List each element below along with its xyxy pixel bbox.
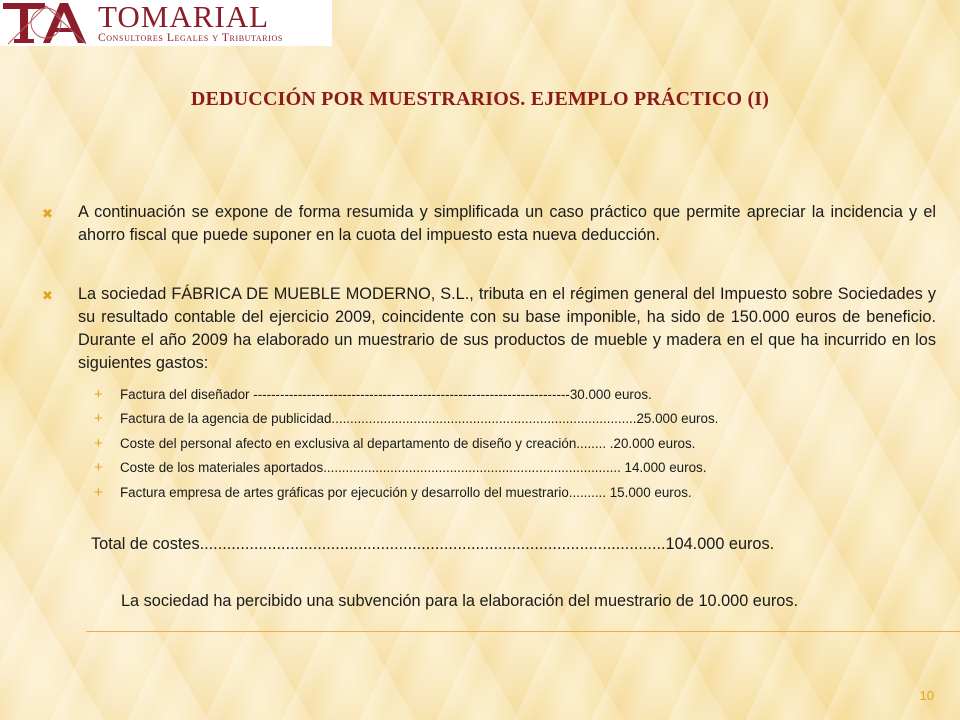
plus-bullet-icon: +	[94, 434, 103, 452]
expense-item	[94, 431, 934, 456]
company-logo	[0, 0, 332, 46]
plus-bullet-icon: +	[94, 385, 103, 403]
expense-item	[94, 382, 934, 407]
page-number: 10	[919, 688, 934, 703]
expense-item	[94, 456, 934, 481]
plus-bullet-icon: +	[94, 483, 103, 501]
logo-name: TOMARIAL	[98, 0, 270, 34]
slide-title: DEDUCCIÓN POR MUESTRARIOS. EJEMPLO PRÁCTICO (I)	[190, 88, 770, 110]
expense-item	[94, 480, 934, 505]
footer-divider	[86, 631, 960, 632]
logo-subtitle: Consultores Legales y Tributarios	[98, 32, 283, 44]
bullet-paragraph	[42, 201, 936, 247]
x-bullet-icon: ✖	[42, 288, 53, 303]
plus-bullet-icon: +	[94, 459, 103, 477]
total-costs: Total de costes.......................................................................................................104.000 euros.	[91, 535, 775, 553]
subsidy-note: La sociedad ha percibido una subvención para la elaboración del muestrario de 10.000 euros.	[121, 592, 799, 610]
expense-item-text: Coste del personal afecto en exclusiva al departamento de diseño y creación........ .20.000 euros.	[120, 435, 696, 451]
expense-item-text: Coste de los materiales aportados................................................................................ 14.000 euros.	[120, 460, 707, 476]
expense-list	[94, 382, 934, 505]
x-bullet-icon: ✖	[42, 206, 53, 221]
bullet-text: A continuación se expone de forma resumida y simplificada un caso práctico que permite apreciar la incidencia y el ahorro fiscal que puede suponer en la cuota del impuesto esta nueva deducción.	[78, 203, 936, 244]
expense-item	[94, 407, 934, 432]
expense-item-text: Factura del diseñador -----------------------------------------------------------------------30.000 euros.	[120, 386, 652, 402]
expense-item-text: Factura empresa de artes gráficas por ejecución y desarrollo del muestrario.......... 15.000 euros.	[120, 484, 692, 500]
ta-monogram-icon	[0, 0, 92, 46]
expense-item-text: Factura de la agencia de publicidad..................................................................................25.000 euros.	[120, 411, 719, 427]
plus-bullet-icon: +	[94, 410, 103, 428]
bullet-text: La sociedad FÁBRICA DE MUEBLE MODERNO, S.L., tributa en el régimen general del Impuesto sobre Sociedades y su resultado contable del ejercicio 2009, coincidente con su base imponible, ha sido de 150.000 euros de beneficio. Durante el año 2009 ha elaborado un muestrario de sus productos de mueble y madera en el que ha incurrido en los siguientes gastos:	[78, 285, 936, 372]
bullet-paragraph	[42, 283, 936, 375]
